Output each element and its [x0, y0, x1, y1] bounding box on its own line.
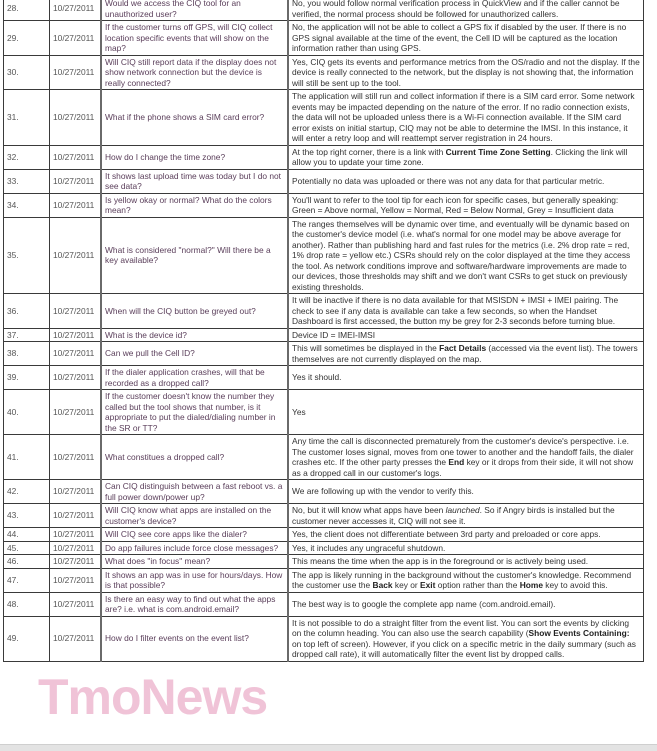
question-cell: Can CIQ distinguish between a fast reboot vs. a full power down/power up?	[101, 480, 288, 504]
row-date: 10/27/2011	[50, 528, 102, 542]
answer-text: Yes, the client does not differentiate between 3rd party and preloaded or core apps.	[292, 529, 601, 539]
row-number: 38.	[4, 342, 50, 366]
answer-text: You'll want to refer to the tool tip for each icon for specific cases, but generally speaking: Green = Above normal, Yellow = Normal, Red = Below Normal, Grey = Insufficient data	[292, 194, 619, 215]
faq-table	[3, 0, 644, 662]
answer-emphasis: Back	[372, 580, 393, 590]
row-date: 10/27/2011	[50, 616, 102, 661]
answer-text: Yes it should.	[292, 372, 342, 383]
table-row	[4, 555, 644, 569]
answer-cell	[288, 541, 644, 555]
row-date: 10/27/2011	[50, 435, 102, 480]
table-row	[4, 145, 644, 169]
answer-emphasis: Fact Details	[439, 343, 487, 353]
row-number: 28.	[4, 0, 50, 21]
question-cell: How do I filter events on the event list?	[101, 616, 288, 661]
table-row	[4, 294, 644, 329]
table-row	[4, 528, 644, 542]
row-date: 10/27/2011	[50, 541, 102, 555]
watermark-logo: TmoNews	[38, 669, 268, 725]
table-row	[4, 480, 644, 504]
question-cell: When will the CIQ button be greyed out?	[101, 294, 288, 329]
question-cell: What constitues a dropped call?	[101, 435, 288, 480]
answer-text: We are following up with the vendor to verify this.	[292, 486, 474, 497]
answer-text: The best way is to google the complete app name (com.android.email).	[292, 598, 556, 609]
answer-cell	[288, 390, 644, 435]
answer-text: key or	[392, 580, 421, 590]
answer-text: key or it drops from their side, it will not show as a dropped call in our customer's logs.	[292, 457, 634, 478]
table-row	[4, 568, 644, 592]
question-cell: Is there an easy way to find out what the apps are? i.e. what is com.android.email?	[101, 592, 288, 616]
row-date: 10/27/2011	[50, 217, 102, 294]
answer-text: At the top right corner, there is a link with	[292, 146, 446, 157]
answer-text: No, but it will know what apps have been	[292, 505, 446, 515]
row-date: 10/27/2011	[50, 145, 102, 169]
row-number: 34.	[4, 193, 50, 217]
answer-text: Yes	[292, 406, 306, 417]
row-date: 10/27/2011	[50, 0, 102, 21]
answer-text: Yes, it includes any ungraceful shutdown.	[292, 542, 446, 553]
answer-cell	[288, 435, 644, 480]
answer-cell	[288, 504, 644, 528]
row-date: 10/27/2011	[50, 21, 102, 56]
answer-cell	[288, 328, 644, 342]
row-date: 10/27/2011	[50, 592, 102, 616]
answer-text: Any time the call is disconnected prematurely from the customer's device's perspective. i.e. The customer loses signal, moves from one tower to another and the handoff fails, the dialer crashes etc. If the other party presses the	[292, 436, 634, 467]
answer-cell	[288, 21, 644, 56]
answer-text: option rather than the	[435, 580, 520, 590]
row-number: 44.	[4, 528, 50, 542]
table-row	[4, 592, 644, 616]
answer-cell	[288, 592, 644, 616]
answer-text: The ranges themselves will be dynamic over time, and eventually will be dynamic based on the customer's device model (i.e. what's normal for one model may be above average for another). Rather than publishing hard and fast rules for the metrics (i.e. 2% drop rate = red, 1% drop rate = yellow etc.) CSRs should rely on the color displayed at the time they access the tool. As network conditions improve and software/hardware improvements are made to our devices, those thresholds may shift and we don't want CSRs to get stuck on previously existing thresholds.	[292, 218, 631, 292]
answer-cell	[288, 294, 644, 329]
answer-text: It is not possible to do a straight filter from the event list. You can sort the events by clicking on the column heading. You can also use the search capability (	[292, 617, 630, 638]
table-row	[4, 541, 644, 555]
question-cell: If the customer doesn't know the number they called but the tool shows that number, is it appropriate to put the dialed/dialing number in the SR or TT?	[101, 390, 288, 435]
answer-text: This means the time when the app is in the foreground or is actively being used.	[292, 556, 589, 566]
row-number: 31.	[4, 90, 50, 146]
answer-text: This will sometimes be displayed in the	[292, 343, 440, 353]
row-date: 10/27/2011	[50, 555, 102, 569]
table-row	[4, 21, 644, 56]
question-cell: What if the phone shows a SIM card error?	[101, 90, 288, 146]
answer-emphasis: Show Events Containing:	[528, 628, 630, 638]
answer-text: No, you would follow normal verification process in QuickView and if the caller cannot be verified, the normal process should be followed for unauthorized callers.	[292, 0, 620, 19]
question-cell: Will CIQ still report data if the display does not show network connection but the device is really connected?	[101, 55, 288, 90]
answer-text: It will be inactive if there is no data available for that MSISDN + IMSI + IMEI pairing. The check to see if any data is available can take a few seconds, so when the Handset Dashboard is first accessed, the button my be grey for 2-3 seconds before turning blue.	[292, 295, 619, 326]
answer-cell	[288, 555, 644, 569]
answer-text: The app is likely running in the background without the customer's knowledge. Recommend the customer use the	[292, 569, 632, 590]
question-cell: Would we access the CIQ tool for an unauthorized user?	[101, 0, 288, 21]
row-date: 10/27/2011	[50, 366, 102, 390]
question-cell: What is the device id?	[101, 328, 288, 342]
question-cell: It shows an app was in use for hours/days. How is that possible?	[101, 568, 288, 592]
table-row	[4, 366, 644, 390]
answer-cell	[288, 616, 644, 661]
answer-text: on top left of screen). However, if you click on a specific metric in the daily summary (such as dropped call rate), it will automatically filter the event list by dropped calls.	[292, 638, 636, 659]
row-number: 42.	[4, 480, 50, 504]
question-cell: If the customer turns off GPS, will CIQ collect location specific events that will show on the map?	[101, 21, 288, 56]
answer-text: Potentially no data was uploaded or there was not any data for that particular metric.	[292, 175, 605, 186]
answer-cell	[288, 366, 644, 390]
answer-cell	[288, 193, 644, 217]
row-number: 33.	[4, 169, 50, 193]
table-row	[4, 90, 644, 146]
question-cell: If the dialer application crashes, will that be recorded as a dropped call?	[101, 366, 288, 390]
answer-cell	[288, 480, 644, 504]
answer-text: key to avoid this.	[542, 580, 608, 590]
row-date: 10/27/2011	[50, 55, 102, 90]
row-date: 10/27/2011	[50, 328, 102, 342]
row-date: 10/27/2011	[50, 480, 102, 504]
table-row	[4, 169, 644, 193]
question-cell: What is considered "normal?" Will there be a key available?	[101, 217, 288, 294]
table-row	[4, 390, 644, 435]
row-date: 10/27/2011	[50, 568, 102, 592]
question-cell: What does "in focus" mean?	[101, 555, 288, 569]
answer-text: . So if Angry birds is installed but the customer never accesses it, CIQ will not see it.	[292, 505, 615, 526]
row-number: 32.	[4, 145, 50, 169]
question-cell: It shows last upload time was today but I do not see data?	[101, 169, 288, 193]
answer-emphasis: Home	[519, 580, 543, 590]
answer-text: . Clicking the link will allow you to update your time zone.	[292, 146, 628, 167]
answer-cell	[288, 55, 644, 90]
row-date: 10/27/2011	[50, 169, 102, 193]
answer-text: Yes, CIQ gets its events and performance metrics from the OS/radio and not the display. If the device is really connected to the network, but the display is not showing that, the information will still be sent up to the tool.	[292, 56, 640, 88]
answer-emphasis: Exit	[420, 580, 436, 590]
answer-cell	[288, 90, 644, 146]
answer-text: No, the application will not be able to collect a GPS fix if disabled by the user. If there is no GPS signal available at the time of the event, the Cell ID will be captured as the location information rather than using GPS.	[292, 22, 627, 53]
answer-emphasis: Current Time Zone Setting	[445, 146, 551, 157]
row-number: 29.	[4, 21, 50, 56]
row-date: 10/27/2011	[50, 390, 102, 435]
question-cell: How do I change the time zone?	[101, 145, 288, 169]
row-number: 37.	[4, 328, 50, 342]
answer-cell	[288, 169, 644, 193]
answer-text: The application will still run and collect information if there is a SIM card error. Some network events may be impacted depending on the nature of the error. If no radio connection exists, the data will not be uploaded unless there is a Wi-Fi connection available. If the SIM card error exists on initial startup, CIQ may not be able to determine the IMSI. In this instance, it will enter a retry loop and will reattempt server registration in 24 hours.	[292, 91, 635, 143]
answer-emphasis: End	[448, 457, 465, 467]
question-cell: Is yellow okay or normal? What do the colors mean?	[101, 193, 288, 217]
answer-cell	[288, 145, 644, 169]
answer-cell	[288, 528, 644, 542]
row-number: 49.	[4, 616, 50, 661]
row-number: 43.	[4, 504, 50, 528]
row-number: 36.	[4, 294, 50, 329]
table-row	[4, 342, 644, 366]
row-number: 39.	[4, 366, 50, 390]
row-number: 46.	[4, 555, 50, 569]
row-number: 40.	[4, 390, 50, 435]
answer-emphasis: launched	[445, 505, 480, 515]
row-date: 10/27/2011	[50, 90, 102, 146]
faq-table-body	[4, 0, 644, 661]
row-number: 41.	[4, 435, 50, 480]
question-cell: Will CIQ see core apps like the dialer?	[101, 528, 288, 542]
row-number: 45.	[4, 541, 50, 555]
answer-text: Device ID = IMEI-IMSI	[292, 329, 376, 340]
answer-text: (accessed via the event list). The towers themselves are not currently displayed on the map.	[292, 343, 638, 364]
table-row	[4, 504, 644, 528]
row-date: 10/27/2011	[50, 504, 102, 528]
row-date: 10/27/2011	[50, 342, 102, 366]
table-row	[4, 193, 644, 217]
question-cell: Do app failures include force close messages?	[101, 541, 288, 555]
row-number: 35.	[4, 217, 50, 294]
table-row	[4, 55, 644, 90]
table-row	[4, 217, 644, 294]
question-cell: Can we pull the Cell ID?	[101, 342, 288, 366]
row-number: 30.	[4, 55, 50, 90]
question-cell: Will CIQ know what apps are installed on the customer's device?	[101, 504, 288, 528]
row-number: 47.	[4, 568, 50, 592]
answer-cell	[288, 0, 644, 21]
row-date: 10/27/2011	[50, 193, 102, 217]
answer-cell	[288, 568, 644, 592]
table-row	[4, 0, 644, 21]
answer-cell	[288, 342, 644, 366]
table-row	[4, 435, 644, 480]
answer-cell	[288, 217, 644, 294]
row-date: 10/27/2011	[50, 294, 102, 329]
row-number: 48.	[4, 592, 50, 616]
table-row	[4, 616, 644, 661]
table-row	[4, 328, 644, 342]
